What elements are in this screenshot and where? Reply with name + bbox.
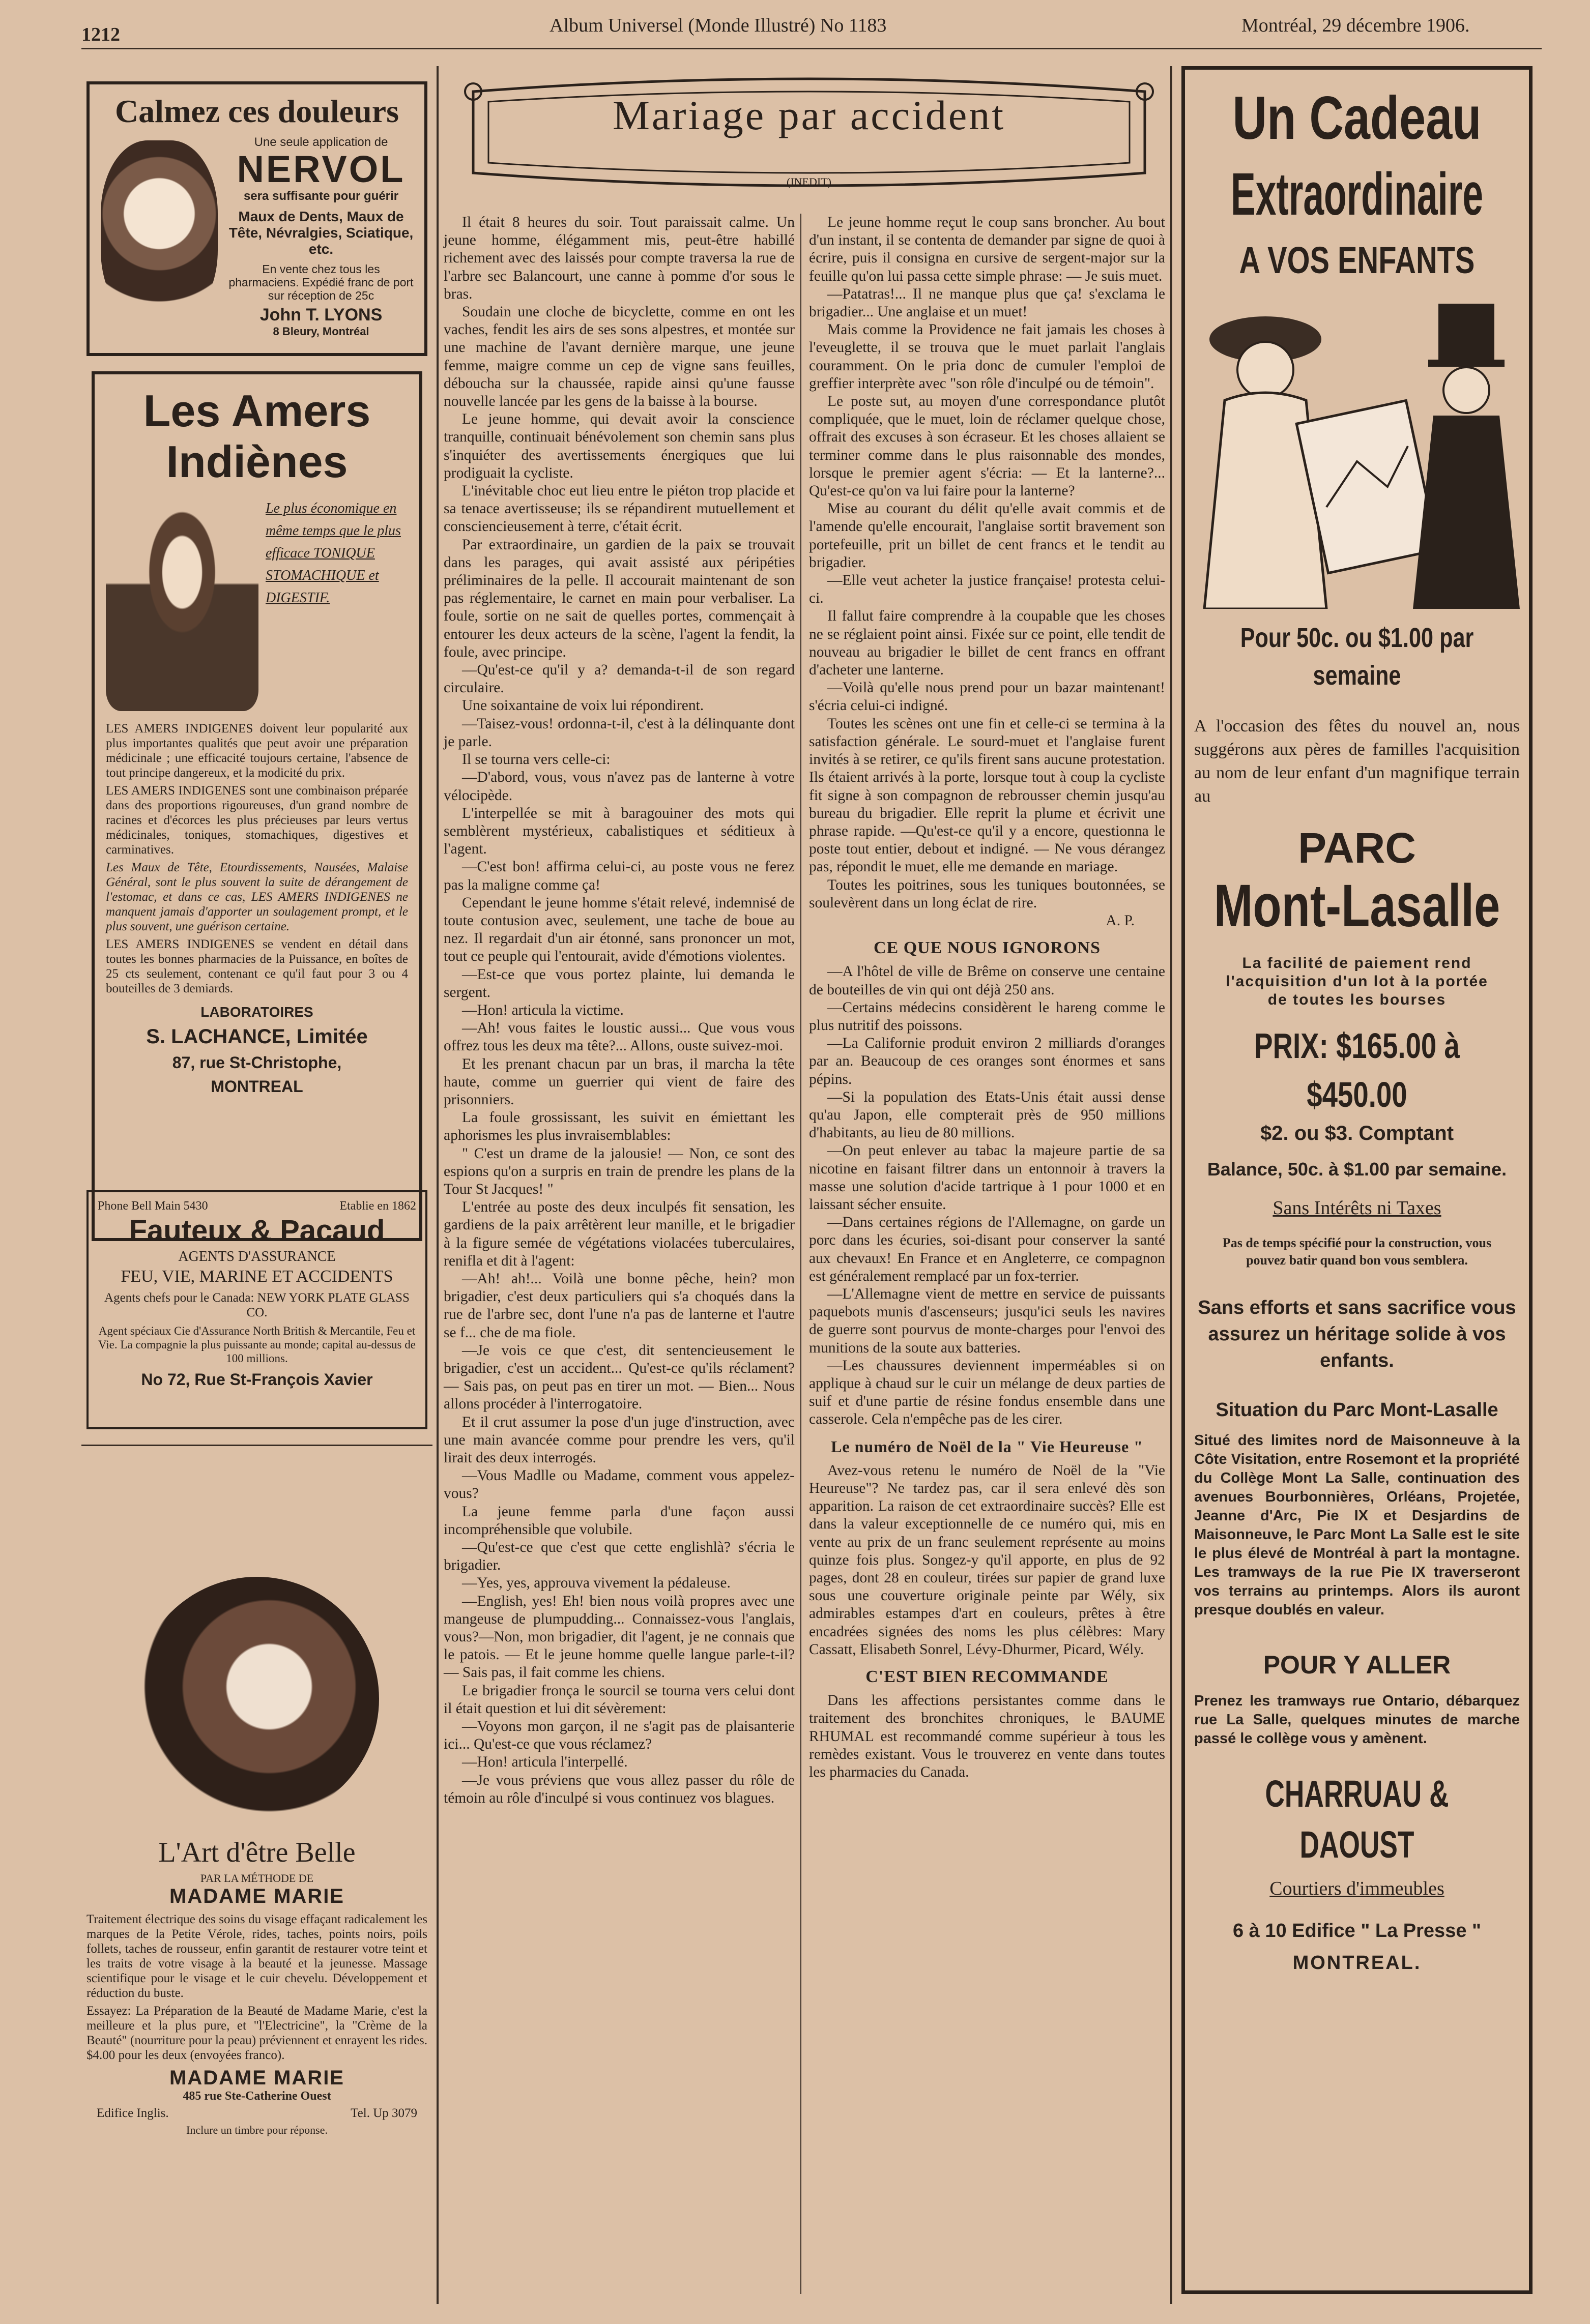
ignorons-item: —Si la population des Etats-Unis était aussi dense qu'au Japon, elle compterait près de 950 millions d'habitants, au lieu de 80 millions. bbox=[809, 1089, 1165, 1141]
story-p: L'entrée au poste des deux inculpés fit sensation, les gardiens de la paix arrêtèrent leur manille, et le brigadier à la figure semée de végétations violacées tuberculaires, renifla et dit à l'agent: bbox=[444, 1199, 795, 1269]
vie-heureuse-body: Avez-vous retenu le numéro de Noël de la "Vie Heureuse"? Ne tardez pas, car il sera enlevé dès son apparition. La raison de cet extraordinaire succès? Elle est dans la valeur exceptionnelle de ce numéro qui, mis en vente au prix de un franc seulement représente au moins quinze fois plus. Songez-y qu'il apporte, en plus de 92 pages, dont 28 en couleur, tirées sur papier de grand luxe sous une couverture originale peinte par Wély, six admirables estampes d'art en couleurs, prêtes à être encadrées signées des noms les plus célèbres: Mary Cassatt, Elisabeth Sonrel, Lévy-Dhurmer, Picard, Wély. bbox=[809, 1462, 1165, 1658]
ad-nervol-sale: En vente chez tous les pharmaciens. Expédié franc de port sur réception de 25c bbox=[228, 262, 414, 302]
ad-fauteux bbox=[86, 1190, 427, 1429]
ad-amers-body2: LES AMERS INDIGENES sont une combinaison préparée dans des proportions rigoureuses, d'un grand nombre de racines et d'écorces les plus précieuses par leurs vertus médicinales, toniques, stomachiques, digestives et carminatives. bbox=[106, 784, 408, 857]
ad-nervol-vendor: John T. LYONS bbox=[259, 305, 383, 325]
story-p: Et les prenant chacun par un bras, il marcha la tête haute, comme un guerrier qui vient de faire des prisonniers. bbox=[444, 1055, 795, 1108]
ad-parc-balance: Balance, 50c. à $1.00 par semaine. bbox=[1207, 1159, 1507, 1180]
story-p: Soudain une cloche de bicyclette, comme en ont les vaches, fendit les airs de ses sons alpestres, et montée sur une machine de l'avant dernière marque, une jeune femme, maigre comme un cep de vigne sans feuilles, déboucha sur la chaussée, rapide ainsi qu'une fausse nouvelle lancée par les gens de la baisse à la bourse. bbox=[444, 304, 795, 410]
story-p: —Voyons mon garçon, il ne s'agit pas de plaisanterie ici... Qu'est-ce que vous réclamez? bbox=[444, 1718, 795, 1753]
ad-parc-office: 6 à 10 Edifice " La Presse " bbox=[1232, 1920, 1482, 1941]
woman-portrait-marie-image bbox=[135, 1577, 379, 1821]
ad-amers-body1: LES AMERS INDIGENES doivent leur popularité aux plus importantes qualités que peut avoir une préparation médicinale ; une efficacité toujours certaine, l'absence de tout principe dangereux, et la modicité du prix. bbox=[106, 722, 408, 780]
story-subtitle: (INEDIT) bbox=[787, 175, 831, 188]
ad-marie-name: MADAME MARIE bbox=[169, 1885, 344, 1907]
story-p: Le poste sut, au moyen d'une correspondance plutôt compliquée, que le muet, loin de réclamer quelque chose, offrait des excuses à son écraseur. Et les choses allaient se terminer comme dans le plus raisonnable des mondes, lorsque le premier agent s'écria: — Et la lanterne?... Qu'est-ce qu'on va lui faire pour la lanterne? bbox=[809, 393, 1165, 499]
story-p: Il se tourna vers celle-ci: bbox=[462, 751, 611, 768]
story-p: —Yes, yes, approuva vivement la pédaleuse. bbox=[462, 1575, 731, 1592]
ad-amers-company: S. LACHANCE, Limitée bbox=[146, 1025, 368, 1048]
ad-nervol bbox=[86, 81, 427, 356]
column-rule-left bbox=[437, 66, 439, 2304]
column-rule-right bbox=[1170, 66, 1172, 2304]
ad-parc-effort: Sans efforts et sans sacrifice vous assurez un héritage solide à vos enfants. bbox=[1198, 1297, 1516, 1371]
ad-fauteux-lines: FEU, VIE, MARINE ET ACCIDENTS bbox=[121, 1267, 393, 1286]
ad-marie-building: Edifice Inglis. bbox=[97, 2106, 169, 2120]
ad-parc-aller: POUR Y ALLER bbox=[1263, 1651, 1451, 1679]
story-p: Toutes les scènes ont une fin et celle-ci se termina à la satisfaction générale. Le sourd-muet et l'anglaise furent invités à se retirer, ce qu'ils firent sans aucune protestation. Ils étaient arrivés à la porte, lorsque tout à coup la cycliste fit signe à son compagnon de rebrousser chemin jusqu'au bureau du brigadier. Elle reprit la plume et écrivit une phrase rapide. —Qu'est-ce qu'il y a encore, questionna le poste tout entier, debout et indigné. — Ne vous dérangez pas, répondit le muet, elle me demande en mariage. bbox=[809, 715, 1165, 875]
ad-parc bbox=[1181, 66, 1533, 2294]
story-p: —Ah! vous faites le loustic aussi... Que vous vous offrez tous les deux ma tête?... Allons, ouste suivez-moi. bbox=[444, 1020, 795, 1054]
ad-fauteux-special: Agent spéciaux Cie d'Assurance North British & Mercantile, Feu et Vie. La compagnie la plus puissante au monde; capital au-dessus de 100 millions. bbox=[98, 1325, 416, 1365]
left-column bbox=[81, 71, 432, 2299]
ad-amers-title2: Indiènes bbox=[166, 436, 348, 487]
story-p: —Elle veut acheter la justice française! protesta celui-ci. bbox=[809, 572, 1165, 607]
ad-amers-city: MONTREAL bbox=[211, 1077, 303, 1096]
ignorons-item: —Dans certaines régions de l'Allemagne, on garde un porc dans les écuries, soi-disant pour conserver la santé aux chevaux! En France et en Angleterre, ce compagnon est généralement remplacé par un fox-terrier. bbox=[809, 1214, 1165, 1284]
page-header bbox=[0, 14, 1590, 45]
ad-parc-aller-body: Prenez les tramways rue Ontario, débarquez rue La Salle, quelques minutes de marche passé le collège vous y amènent. bbox=[1194, 1693, 1520, 1747]
ad-marie-address: 485 rue Ste-Catherine Ouest bbox=[183, 2090, 331, 2103]
ad-parc-temps: Pas de temps spécifié pour la construction, vous pouvez batir quand bon vous semblera. bbox=[1222, 1235, 1492, 1268]
ad-amers-title1: Les Amers bbox=[143, 386, 371, 436]
ad-fauteux-phone: Phone Bell Main 5430 bbox=[98, 1199, 208, 1213]
ad-parc-interets: Sans Intérêts ni Taxes bbox=[1273, 1197, 1441, 1219]
ad-parc-parc: PARC bbox=[1298, 824, 1416, 872]
story-p: —Est-ce que vous portez plainte, lui demanda le sergent. bbox=[444, 966, 795, 1001]
ad-parc-prix: PRIX: $165.00 à $450.00 bbox=[1254, 1026, 1460, 1114]
ad-marie-title: L'Art d'être Belle bbox=[158, 1837, 356, 1868]
ignorons-item: —Les chaussures deviennent imperméables si on applique à chaud sur le cuir un mélange de deux parties de suif et d'une partie de résine fondus ensemble dans une casserole. Cela n'empêche pas de les cirer. bbox=[809, 1357, 1165, 1428]
rhumal-body: Dans les affections persistantes comme dans le traitement des bronchites chroniques, le BAUME RHUMAL est recommandé comme supérieur à tous les remèdes existant. Vous le trouverez en vente dans toutes les pharmacies du Canada. bbox=[809, 1692, 1165, 1781]
rhumal-heading: C'EST BIEN RECOMMANDE bbox=[865, 1667, 1109, 1687]
ad-marie-stamp: Inclure un timbre pour réponse. bbox=[186, 2124, 328, 2136]
story-p: Et il crut assumer la pose d'un juge d'instruction, avec une main avancée comme pour prendre les vers, qu'il lirait des deux interrogés. bbox=[444, 1414, 795, 1466]
story-p: Le jeune homme reçut le coup sans broncher. Au bout d'un instant, il se contenta de demander par signe de quoi à écrire, puis il consigna en cursive de sergent-major sur la feuille qu'on lui passa cette simple phrase: — Je suis muet. bbox=[809, 214, 1165, 284]
story-p: —Voilà qu'elle nous prend pour un bazar maintenant! s'écria celui-ci indigné. bbox=[809, 680, 1165, 714]
story-column-2 bbox=[809, 214, 1165, 1781]
ad-parc-title1: Un Cadeau bbox=[1232, 84, 1482, 152]
dateline: Montréal, 29 décembre 1906. bbox=[1241, 15, 1470, 36]
ad-fauteux-agents: Agents chefs pour le Canada: NEW YORK PLATE GLASS CO. bbox=[104, 1291, 410, 1319]
story-p: —Ah! ah!... Voilà une bonne pêche, hein? mon brigadier, c'est deux particuliers qui s'a choqués dans la rue de l'arbre sec, dont l'une n'a pas de lanterne et l'autre se f... che de ma fiole. bbox=[444, 1270, 795, 1341]
ad-fauteux-address: No 72, Rue St-François Xavier bbox=[141, 1370, 373, 1389]
story-p: Par extraordinaire, un gardien de la paix se trouvait dans les parages, qui avait assisté aux péripéties préliminaires de la pelle. Il accourait maintenant de son pas réglementaire, le carnet en main pour verbaliser. La foule, sortie on ne sait de quelles portes, commençait à entourer les deux acteurs de la scène, l'agent la fendit, la foule, avec principe. bbox=[444, 536, 795, 660]
ad-parc-situation-title: Situation du Parc Mont-Lasalle bbox=[1216, 1399, 1498, 1421]
ignorons-item: —La Californie produit environ 2 milliards d'oranges par an. Beaucoup de ces oranges sont énormes et sans pépins. bbox=[809, 1035, 1165, 1087]
ad-fauteux-sub: AGENTS D'ASSURANCE bbox=[178, 1249, 336, 1264]
couple-illustration-image bbox=[1194, 293, 1525, 609]
story-p: Une soixantaine de voix lui répondirent. bbox=[462, 697, 704, 714]
story-p: L'inévitable choc eut lieu entre le piéton trop placide et sa tenace avertisseuse; ils se répandirent mutuellement et consciencieusement à terre, c'était écrit. bbox=[444, 483, 795, 535]
ad-nervol-line2: sera suffisante pour guérir bbox=[243, 189, 399, 203]
column-rule-middle bbox=[800, 214, 801, 2294]
story-p: —Je vous préviens que vous allez passer du rôle de témoin au rôle d'inculpé si vous continuez vos blagues. bbox=[444, 1772, 795, 1806]
story-p: Toutes les poitrines, sous les tuniques boutonnées, se soulevèrent dans un long éclat de rire. bbox=[809, 876, 1165, 911]
story-p: Mise au courant du délit qu'elle avait commis et de l'amende qu'elle encourait, l'anglaise sortit bravement son portefeuille, prit un billet de cent francs et le tendit au brigadier. bbox=[809, 501, 1165, 571]
story-p: —Taisez-vous! ordonna-t-il, c'est à la délinquante dont je parle. bbox=[444, 715, 795, 750]
story-p: La foule grossissant, les suivit en émiettant les aphorismes les plus invraisemblables: bbox=[444, 1109, 795, 1144]
story-title-frame bbox=[458, 71, 1160, 193]
story-title: Mariage par accident bbox=[612, 92, 1006, 138]
ad-parc-city: MONTREAL. bbox=[1292, 1952, 1422, 1974]
ad-nervol-brand: NERVOL bbox=[237, 148, 406, 190]
ad-parc-facility: La facilité de paiement rend l'acquisition d'un lot à la portée de toutes les bourses bbox=[1226, 955, 1488, 1008]
ad-amers-lab: LABORATOIRES bbox=[200, 1004, 313, 1020]
ad-marie-name2: MADAME MARIE bbox=[169, 2067, 344, 2089]
ad-nervol-line1: Une seule application de bbox=[254, 135, 388, 149]
story-p: —Vous Madlle ou Madame, comment vous appelez-vous? bbox=[444, 1467, 795, 1502]
ad-marie-body: Traitement électrique des soins du visage effaçant radicalement les marques de la Petite Vérole, rides, taches, points noirs, poils follets, taches de rousseur, enfin garantit de restaurer votre teint et les traits de votre visage à la beauté et la jeunesse. Massage scientifique pour le visage et le cuir chevelu. Développement et réduction du buste. bbox=[86, 1913, 427, 2000]
ad-parc-situation: Situé des limites nord de Maisonneuve à la Côte Visitation, entre Rosemont et la propriété du Collège Mont La Salle, continuation des avenues Bourbonnières, Orléans, Projetée, Jeanne d'Arc, Pie IX et Desjardins de Maisonneuve, le Parc Mont La Salle est le site le plus élevé de Montréal à part la montagne. Les tramways de la rue Pie IX traverseront vos terrains au printemps. Alors ils auront presque doublés en valeur. bbox=[1194, 1432, 1520, 1618]
story-signature: A. P. bbox=[1106, 912, 1135, 929]
woman-portrait-image bbox=[101, 140, 218, 323]
story-p: La jeune femme parla d'une façon aussi incompréhensible que volubile. bbox=[444, 1503, 795, 1538]
header-rule bbox=[81, 48, 1542, 49]
ad-parc-courtiers: Courtiers d'immeubles bbox=[1269, 1878, 1444, 1899]
ad-amers-address: 87, rue St-Christophe, bbox=[172, 1053, 342, 1072]
story-p: Mais comme la Providence ne fait jamais les choses à l'eveuglette, il se trouva que le muet parlait l'anglais couramment. On le pria donc de cumuler l'emploi de greffier interprète avec "son rôle d'inculpé ou de témoin". bbox=[809, 321, 1165, 392]
story-p: L'interpellée se mit à baragouiner des mots qui semblèrent mystérieux, cabalistiques et séditieux à l'agent. bbox=[444, 805, 795, 858]
story-p: —Hon! articula la victime. bbox=[462, 1002, 624, 1018]
ignorons-item: —On peut enlever au tabac la majeure partie de sa nicotine en faisant filtrer dans un entonnoir à travers la masse une solution d'acide tartrique à 1 pour 1000 et en laissant sécher ensuite. bbox=[809, 1142, 1165, 1213]
ad-fauteux-name: Fauteux & Pacaud bbox=[129, 1214, 385, 1247]
ad-parc-intro: A l'occasion des fêtes du nouvel an, nous suggérons aux pères de familles l'acquisition au nom de leur enfant d'un magnifique terrain au bbox=[1194, 717, 1520, 806]
ignorons-heading: CE QUE NOUS IGNORONS bbox=[873, 938, 1101, 958]
story-p: Cependant le jeune homme s'était relevé, indemnisé de toute contusion avec, seulement, une tache de boue au nez. Il regardait d'un air étonné, sans prononcer un mot, tout ce peuple qui l'entourait, avide d'émotions violentes. bbox=[444, 894, 795, 965]
ignorons-item: —A l'hôtel de ville de Brême on conserve une centaine de bouteilles de vin qui ont déjà 250 ans. bbox=[809, 963, 1165, 998]
ad-nervol-ailments: Maux de Dents, Maux de Tête, Névralgies, Sciatique, etc. bbox=[228, 209, 414, 257]
story-p: —C'est bon! affirma celui-ci, au poste vous ne ferez pas la maligne comme ça! bbox=[444, 859, 795, 893]
story-p: Il était 8 heures du soir. Tout paraissait calme. Un jeune homme, élégamment mis, peut-être habillé richement avec des laissés pour compte traversa la rue de l'arbre sec Balancourt, une canne à pomme d'or sous le bras. bbox=[444, 214, 795, 302]
story-p: —Qu'est-ce que c'est que cette englishlà? s'écria le brigadier. bbox=[444, 1539, 795, 1574]
ad-parc-firm: CHARRUAU & DAOUST bbox=[1265, 1773, 1449, 1866]
story-p: Le brigadier fronça le sourcil se tourna vers celui dont il était question et lui dit sévèrement: bbox=[444, 1682, 795, 1717]
story-p: " C'est un drame de la jalousie! — Non, ce sont des espions qu'on a surpris en train de prendre les plans de la Tour St Jacques! " bbox=[444, 1145, 795, 1197]
ad-amers-body3: Les Maux de Tête, Etourdissements, Nausées, Malaise Général, sont le plus souvent la suite de dérangement de l'estomac, et dans ce cas, LES AMERS INDIGENES ne manquent jamais d'apporter un soulagement prompt, et le plus souvent, une guérison certaine. bbox=[106, 861, 408, 933]
ad-parc-title2: Extraordinaire bbox=[1231, 161, 1484, 228]
story-p: —English, yes! Eh! bien nous voilà propres avec une mangeuse de plumpudding... Connaissez-vous l'anglais, vous?—Non, mon brigadier, dit l'agent, je ne connais que le patois. — Et le jeune homme quelle langue parle-t-il? — Sais pas, il fait comme les chiens. bbox=[444, 1593, 795, 1681]
ad-marie bbox=[86, 1577, 427, 2299]
ad-amers-body4: LES AMERS INDIGENES se vendent en détail dans toutes les bonnes pharmacies de la Puissance, en boîtes de 25 cts seulement, contenant ce qu'il faut pour 3 ou 4 bouteilles de 3 demiards. bbox=[106, 937, 408, 995]
vie-heureuse-heading: Le numéro de Noël de la " Vie Heureuse " bbox=[831, 1437, 1143, 1456]
indian-chief-image bbox=[106, 497, 258, 711]
story-p: —Patatras!... Il ne manque plus que ça! s'exclama le brigadier... Une anglaise et un muet! bbox=[809, 285, 1165, 320]
ignorons-item: —L'Allemagne vient de mettre en service de puissants paquebots munis d'ascenseurs; jusqu'ici seuls les navires de guerre sont pourvus de monte-charges pour l'envoi des munitions de la soute aux batteries. bbox=[809, 1285, 1165, 1356]
story-p: Le jeune homme, qui devait avoir la conscience tranquille, continuait bénévolement son chemin sans plus s'inquiéter des avertissements énergiques que lui prodiguait la cycliste. bbox=[444, 411, 795, 481]
story-p: —D'abord, vous, vous n'avez pas de lanterne à votre vélocipède. bbox=[444, 769, 795, 804]
ad-fauteux-established: Etablie en 1862 bbox=[339, 1199, 416, 1213]
ad-marie-tel: Tel. Up 3079 bbox=[351, 2106, 417, 2120]
ad-marie-try: Essayez: La Préparation de la Beauté de Madame Marie, c'est la meilleure et la plus pure, et "l'Electricine", la "Crème de la Beauté" (nourriture pour la peau) préviennent et enrayent les rides. $4.00 pour les deux (envoyées franco). bbox=[86, 2004, 427, 2062]
ad-parc-title3: A VOS ENFANTS bbox=[1239, 239, 1475, 281]
ad-amers bbox=[92, 371, 422, 1241]
publication-title: Album Universel (Monde Illustré) No 1183 bbox=[550, 15, 887, 36]
ad-nervol-address: 8 Bleury, Montréal bbox=[273, 325, 369, 338]
ad-marie-method: PAR LA MÉTHODE DE bbox=[200, 1872, 314, 1885]
story-p: Il fallut faire comprendre à la coupable que les choses ne se réglaient point ainsi. Fixée sur ce point, elle tendit de nouveau au brigadier le billet de cent francs en offrant d'acheter une lanterne. bbox=[809, 608, 1165, 679]
story-column-1 bbox=[444, 214, 795, 1807]
ad-amers-tagline: Le plus économique en même temps que le plus efficace TONIQUE STOMACHIQUE et DIGESTIF. bbox=[266, 501, 401, 606]
story-p: —Qu'est-ce qu'il y a? demanda-t-il de son regard circulaire. bbox=[444, 662, 795, 696]
left-divider bbox=[81, 1445, 432, 1446]
ad-parc-comptant: $2. ou $3. Comptant bbox=[1260, 1122, 1454, 1144]
page-number: 1212 bbox=[81, 24, 120, 45]
story-p: —Hon! articula l'interpellé. bbox=[462, 1754, 628, 1771]
story-p: —Je vois ce que c'est, dit sentencieusement le brigadier, c'est un accident... Qu'est-ce qu'ils réclament? — Sais pas, on peut pas en tirer un mot. — Bien... Nous allons procéder à l'interrogatoire. bbox=[444, 1342, 795, 1413]
ad-parc-price: Pour 50c. ou $1.00 par semaine bbox=[1240, 623, 1474, 691]
ad-parc-name: Mont-Lasalle bbox=[1213, 872, 1500, 939]
ignorons-item: —Certains médecins considèrent le hareng comme le plus nutritif des poissons. bbox=[809, 999, 1165, 1034]
ad-nervol-title: Calmez ces douleurs bbox=[114, 93, 399, 129]
